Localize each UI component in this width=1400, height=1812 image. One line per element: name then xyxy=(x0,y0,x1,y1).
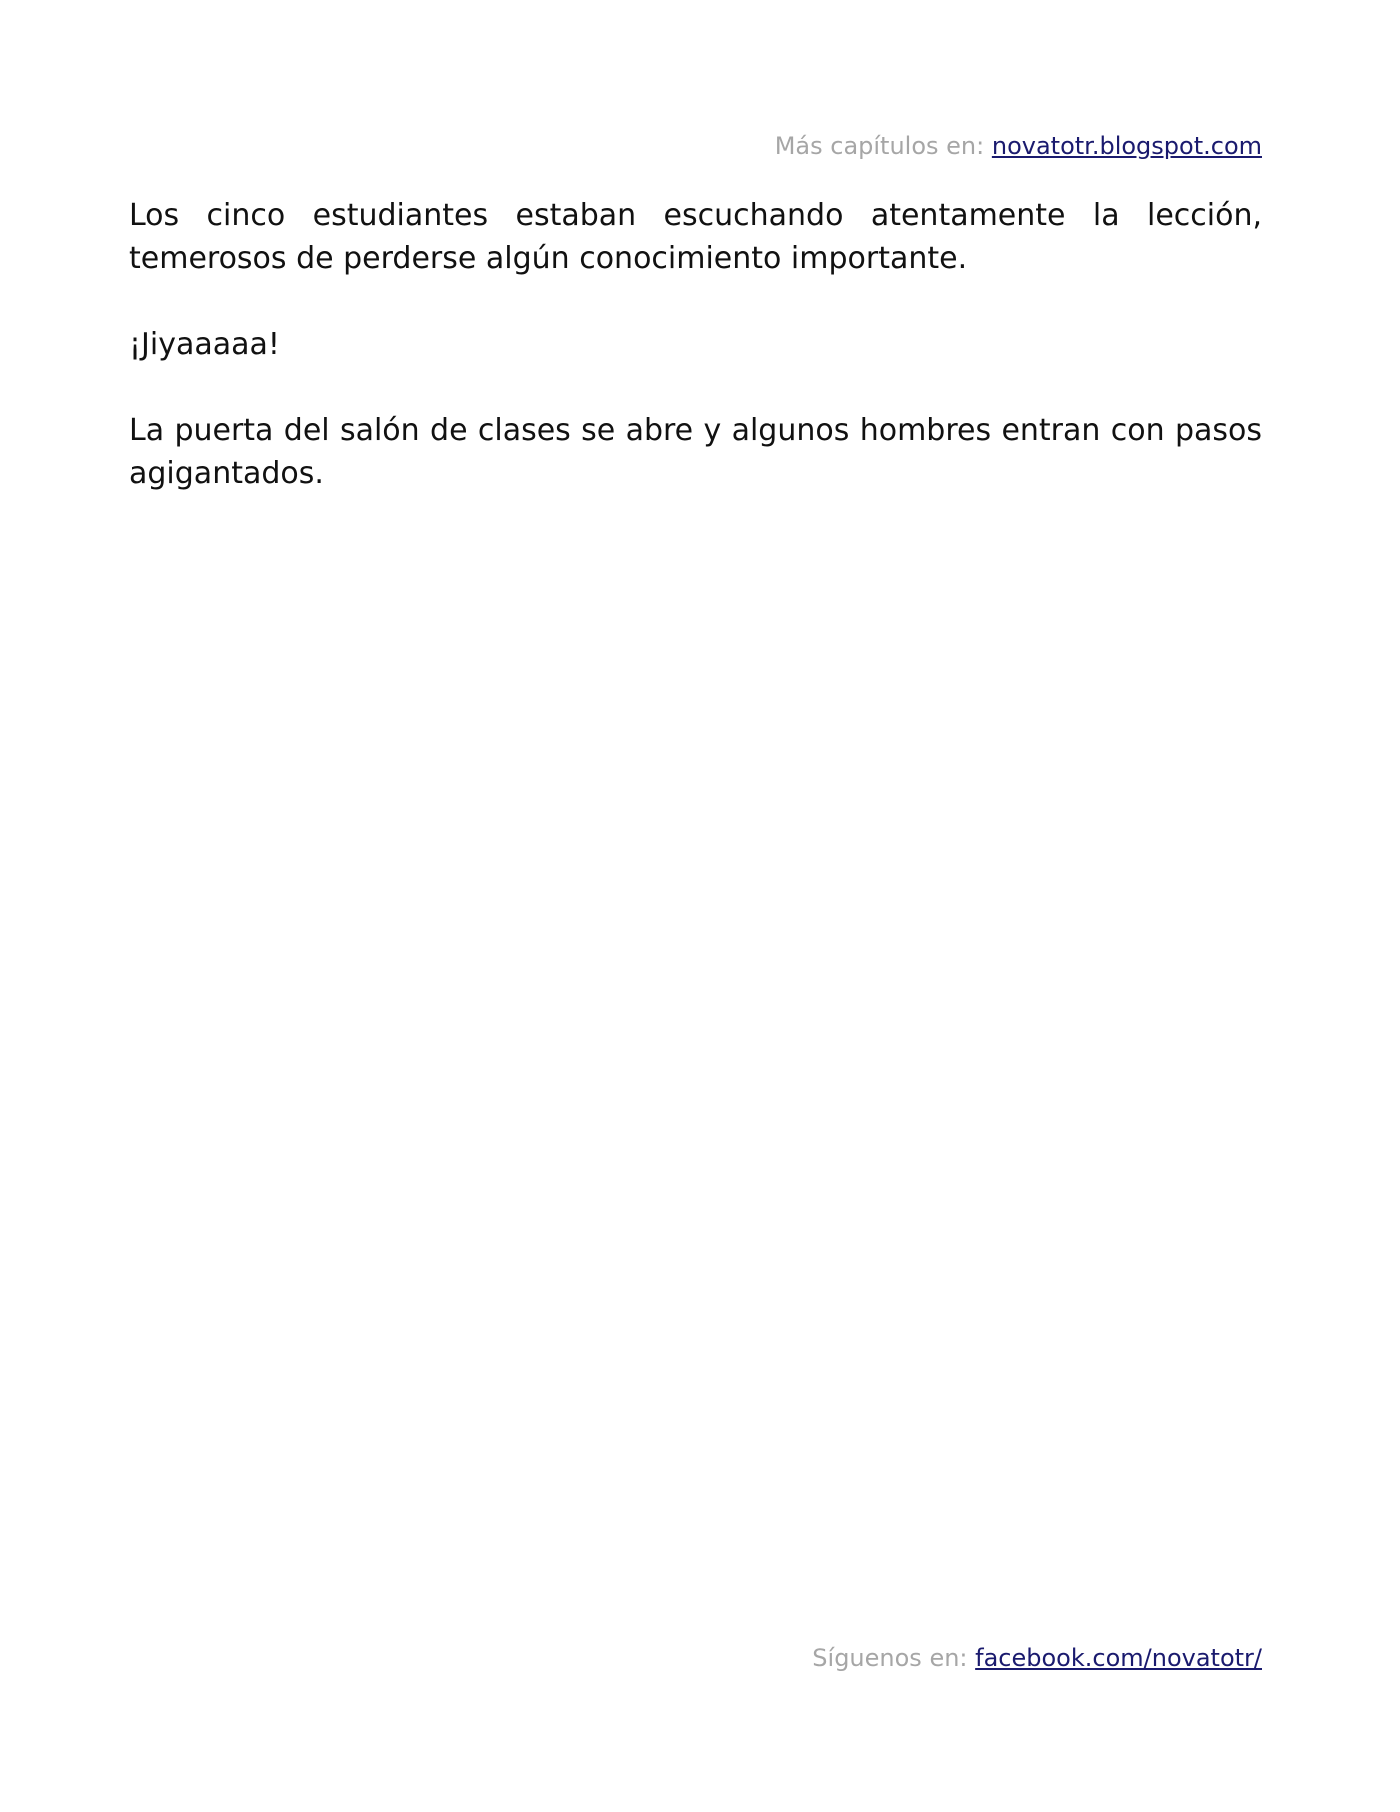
page-footer xyxy=(129,1642,1262,1674)
document-body xyxy=(129,194,1262,538)
page-header xyxy=(129,130,1262,162)
paragraph-1: Los cinco estudiantes estaban escuchando atentamente la lección, temerosos de perderse algún conocimiento importante. xyxy=(129,198,1262,276)
facebook-link[interactable]: facebook.com/novatotr/ xyxy=(975,1644,1262,1672)
blog-link[interactable]: novatotr.blogspot.com xyxy=(991,132,1262,160)
paragraph-2: ¡Jiyaaaaa! xyxy=(129,327,280,362)
paragraph-3: La puerta del salón de clases se abre y algunos hombres entran con pasos agigantados. xyxy=(129,413,1262,491)
footer-label: Síguenos en: xyxy=(812,1644,976,1672)
header-label: Más capítulos en: xyxy=(774,132,992,160)
